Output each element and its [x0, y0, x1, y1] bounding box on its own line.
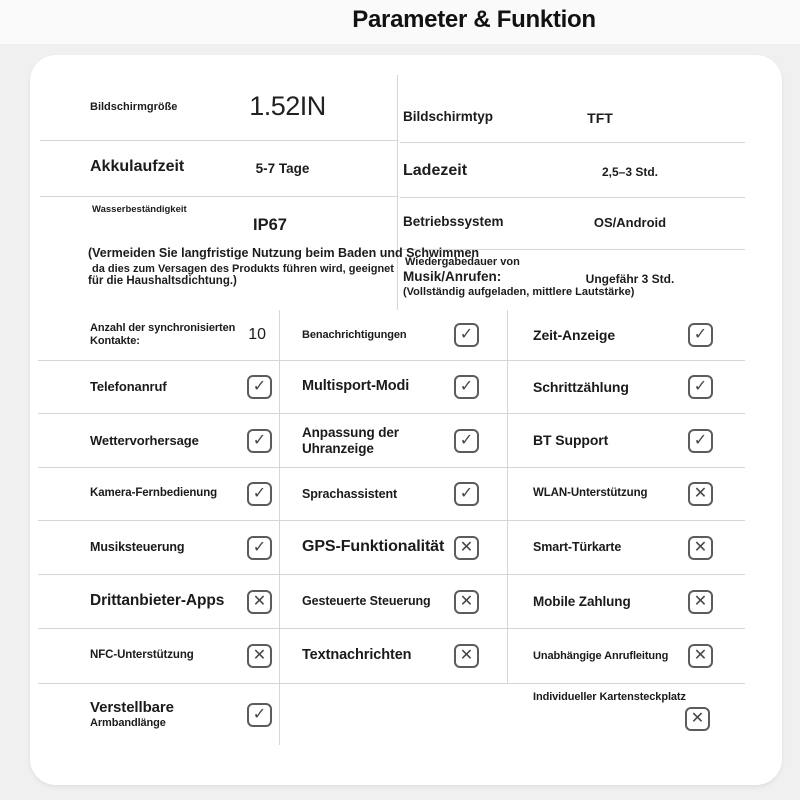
water-resistance-value: IP67 — [253, 216, 287, 234]
feature-row-gps — [280, 521, 508, 575]
charge-time-label: Ladezeit — [403, 162, 468, 179]
page-header — [0, 0, 800, 44]
checkbox-cross-icon: ✕ — [454, 644, 479, 668]
feature-label: Unabhängige Anrufleitung — [533, 649, 669, 662]
checkbox-cross-icon: ✕ — [688, 482, 713, 506]
feature-row-third-party-apps — [38, 575, 280, 629]
checkbox-cross-icon: ✕ — [247, 644, 272, 668]
feature-label: Anzahl der synchronisierten Kontakte: — [90, 322, 236, 347]
feature-label: NFC-Unterstützung — [90, 649, 194, 662]
feature-label: Multisport-Modi — [302, 378, 410, 395]
feature-row-music-control — [38, 521, 280, 575]
checkbox-checked-icon: ✓ — [247, 429, 272, 453]
playback-label-line2: Musik/Anrufen: — [403, 269, 502, 284]
feature-row-custom-card-slot — [508, 684, 745, 745]
feature-row-watchface-customization — [280, 414, 508, 468]
feature-label: Telefonanruf — [90, 379, 167, 395]
water-resistance-note-line1: (Vermeiden Sie langfristige Nutzung beim Baden und Schwimmen — [88, 246, 480, 260]
feature-label: Mobile Zahlung — [533, 593, 631, 609]
divider — [40, 196, 397, 197]
checkbox-checked-icon: ✓ — [247, 375, 272, 399]
feature-row-smart-door-card — [508, 521, 745, 575]
checkbox-cross-icon: ✕ — [688, 644, 713, 668]
checkbox-cross-icon: ✕ — [685, 707, 710, 731]
feature-label: Wettervorhersage — [90, 432, 199, 448]
water-resistance-note-line2: da dies zum Versagen des Produkts führen wird, geeignet — [92, 263, 394, 275]
feature-row-notifications — [280, 310, 508, 361]
feature-label: Zeit-Anzeige — [533, 326, 616, 343]
checkbox-checked-icon: ✓ — [454, 323, 479, 347]
checkbox-cross-icon: ✕ — [454, 536, 479, 560]
screen-size-label: Bildschirmgröße — [90, 101, 178, 113]
feature-label: Kamera-Fernbedienung — [90, 487, 218, 500]
feature-row-mobile-payment — [508, 575, 745, 629]
checkbox-checked-icon: ✓ — [688, 375, 713, 399]
checkbox-cross-icon: ✕ — [454, 590, 479, 614]
screen-size-value: 1.52IN — [249, 91, 326, 121]
checkbox-cross-icon: ✕ — [247, 590, 272, 614]
feature-label: Musiksteuerung — [90, 540, 185, 555]
battery-life-value: 5-7 Tage — [255, 161, 310, 176]
feature-value: 10 — [248, 326, 266, 343]
feature-label: Gesteuerte Steuerung — [302, 594, 431, 609]
battery-life-label: Akkulaufzeit — [90, 158, 185, 175]
playback-label-line1: Wiedergabedauer von — [405, 256, 520, 268]
checkbox-checked-icon: ✓ — [454, 482, 479, 506]
checkbox-cross-icon: ✕ — [688, 536, 713, 560]
feature-row-camera-remote — [38, 468, 280, 521]
feature-row-weather-forecast — [38, 414, 280, 468]
water-resistance-note-line3: für die Haushaltsdichtung.) — [88, 275, 237, 287]
feature-label: Smart-Türkarte — [533, 540, 622, 555]
checkbox-checked-icon: ✓ — [688, 429, 713, 453]
feature-row-text-messages — [280, 629, 508, 684]
feature-row-bt-support — [508, 414, 745, 468]
feature-row-step-counting — [508, 361, 745, 414]
feature-label: Individueller Kartensteckplatz — [533, 691, 686, 703]
feature-row-adjustable-strap — [38, 684, 280, 745]
operating-system-value: OS/Android — [593, 215, 667, 230]
feature-label: Anpassung der Uhranzeige — [302, 424, 399, 456]
divider — [400, 142, 745, 143]
feature-row-wlan-support — [508, 468, 745, 521]
feature-label: Schrittzählung — [533, 378, 629, 395]
feature-label: BT Support — [533, 432, 609, 449]
feature-row-multisport-modes — [280, 361, 508, 414]
screen-type-label: Bildschirmtyp — [403, 109, 494, 124]
checkbox-checked-icon: ✓ — [247, 536, 272, 560]
checkbox-checked-icon: ✓ — [454, 429, 479, 453]
feature-row-nfc-support — [38, 629, 280, 684]
playback-value: Ungefähr 3 Std. — [585, 272, 675, 286]
feature-row-synced-contacts — [38, 310, 280, 361]
divider — [397, 75, 398, 310]
checkbox-checked-icon: ✓ — [247, 482, 272, 506]
page-title: Parameter & Funktion — [352, 6, 596, 33]
feature-label: GPS-Funktionalität — [302, 538, 445, 556]
checkbox-cross-icon: ✕ — [688, 590, 713, 614]
charge-time-value: 2,5–3 Std. — [601, 165, 659, 179]
feature-label: WLAN-Unterstützung — [533, 487, 648, 500]
feature-label: Textnachrichten — [302, 647, 412, 664]
spec-card — [30, 55, 782, 785]
divider — [400, 197, 745, 198]
operating-system-label: Betriebssystem — [403, 214, 504, 229]
divider — [40, 140, 397, 141]
feature-label: Benachrichtigungen — [302, 328, 407, 341]
feature-grid — [38, 310, 745, 745]
playback-label-line3: (Vollständig aufgeladen, mittlere Lautstärke) — [403, 286, 635, 298]
feature-label: Drittanbieter-Apps — [90, 592, 225, 610]
checkbox-checked-icon: ✓ — [247, 703, 272, 727]
feature-label: Sprachassistent — [302, 486, 398, 501]
screen-type-value: TFT — [587, 110, 613, 126]
feature-row-voice-assistant — [280, 468, 508, 521]
feature-row-empty — [280, 684, 508, 745]
feature-row-independent-call-line — [508, 629, 745, 684]
feature-label: Verstellbare Armbandlänge — [90, 699, 174, 729]
feature-row-phone-call — [38, 361, 280, 414]
feature-row-time-display — [508, 310, 745, 361]
checkbox-checked-icon: ✓ — [688, 323, 713, 347]
water-resistance-label: Wasserbeständigkeit — [92, 204, 187, 215]
feature-row-gesture-control — [280, 575, 508, 629]
checkbox-checked-icon: ✓ — [454, 375, 479, 399]
